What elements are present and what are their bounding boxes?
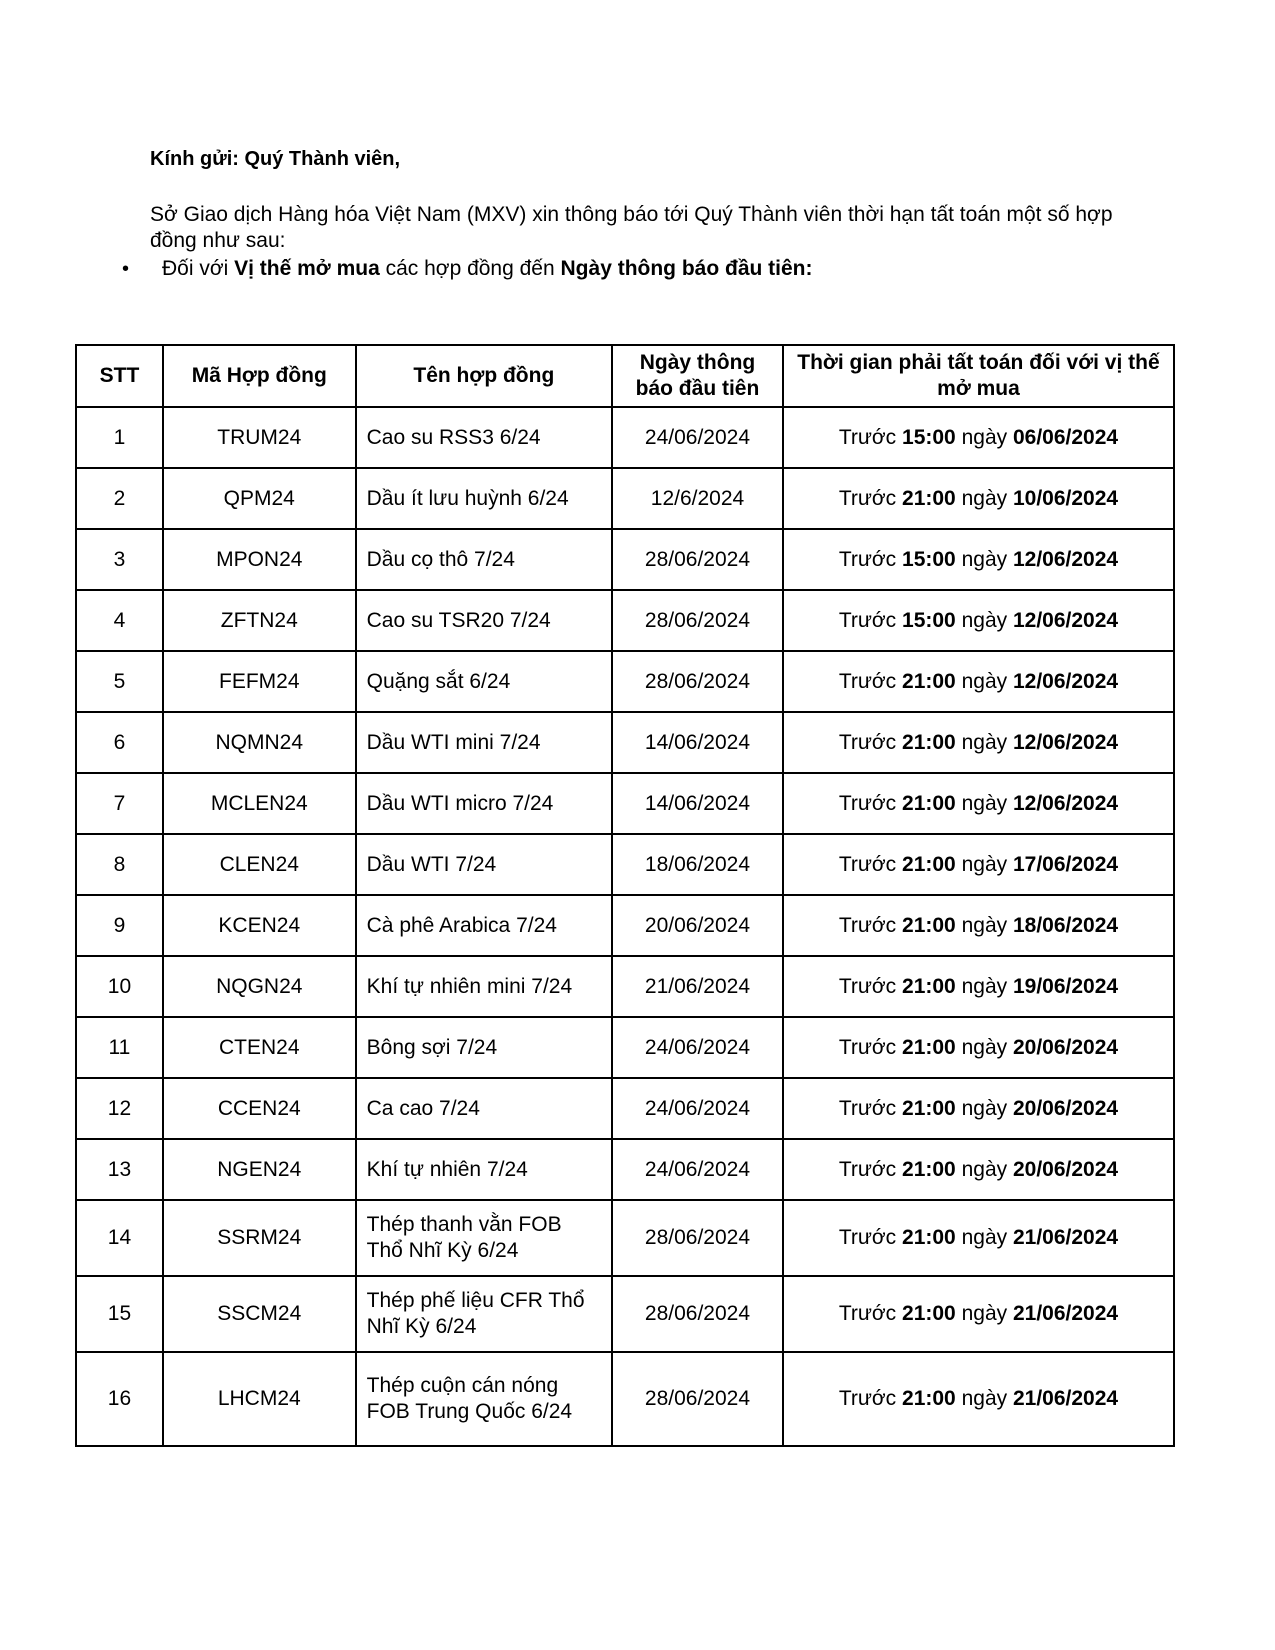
deadline-day-word: ngày [961, 1035, 1008, 1059]
deadline-before-word: Trước [838, 547, 897, 571]
intro-paragraph: Sở Giao dịch Hàng hóa Việt Nam (MXV) xin thông báo tới Quý Thành viên thời hạn tất toán một số hợp đồng như sau: [150, 203, 1113, 252]
deadline-day-word: ngày [961, 1302, 1008, 1325]
table-row [76, 590, 1174, 651]
cell-name: Ca cao 7/24 [356, 1078, 612, 1139]
cell-deadline [783, 1276, 1174, 1352]
table-row [76, 1276, 1174, 1352]
deadline-before-word: Trước [838, 852, 897, 876]
deadline-before-word: Trước [838, 1096, 897, 1120]
cell-stt: 13 [76, 1139, 163, 1200]
table-row [76, 956, 1174, 1017]
table-body [76, 407, 1174, 1446]
deadline-date: 12/06/2024 [1012, 608, 1119, 632]
deadline-day-word: ngày [961, 1387, 1008, 1410]
deadline-date: 21/06/2024 [1012, 1387, 1119, 1410]
deadline-before-word: Trước [838, 608, 897, 632]
cell-name: Thép cuộn cán nóng FOB Trung Quốc 6/24 [356, 1352, 612, 1446]
deadline-day-word: ngày [961, 730, 1008, 754]
cell-name: Thép phế liệu CFR Thổ Nhĩ Kỳ 6/24 [356, 1276, 612, 1352]
deadline-time: 21:00 [902, 974, 956, 998]
cell-first-notice-day: 18/06/2024 [612, 834, 783, 895]
table-header-row [76, 345, 1174, 407]
deadline-before-word: Trước [838, 974, 897, 998]
cell-first-notice-day: 24/06/2024 [612, 407, 783, 468]
deadline-before-word: Trước [838, 1035, 897, 1059]
cell-code: TRUM24 [163, 407, 356, 468]
cell-name: Cao su RSS3 6/24 [356, 407, 612, 468]
table-row [76, 712, 1174, 773]
cell-deadline [783, 529, 1174, 590]
cell-deadline [783, 773, 1174, 834]
cell-deadline [783, 895, 1174, 956]
cell-code: SSCM24 [163, 1276, 356, 1352]
deadline-day-word: ngày [961, 547, 1008, 571]
bullet-bold-1: Vị thế mở mua [234, 257, 380, 280]
deadline-time: 21:00 [902, 1387, 956, 1410]
cell-code: NQMN24 [163, 712, 356, 773]
cell-stt: 3 [76, 529, 163, 590]
deadline-day-word: ngày [961, 608, 1008, 632]
cell-first-notice-day: 28/06/2024 [612, 651, 783, 712]
cell-first-notice-day: 28/06/2024 [612, 1200, 783, 1276]
cell-stt: 7 [76, 773, 163, 834]
cell-first-notice-day: 24/06/2024 [612, 1017, 783, 1078]
deadline-time: 21:00 [902, 730, 956, 754]
cell-name: Dầu WTI mini 7/24 [356, 712, 612, 773]
bullet-bold-2: Ngày thông báo đầu tiên: [560, 257, 813, 280]
cell-stt: 14 [76, 1200, 163, 1276]
table-row [76, 1200, 1174, 1276]
deadline-time: 15:00 [902, 547, 956, 571]
deadline-day-word: ngày [961, 791, 1008, 815]
cell-first-notice-day: 12/6/2024 [612, 468, 783, 529]
deadline-before-word: Trước [838, 1387, 897, 1410]
cell-first-notice-day: 21/06/2024 [612, 956, 783, 1017]
cell-code: CTEN24 [163, 1017, 356, 1078]
cell-first-notice-day: 14/06/2024 [612, 773, 783, 834]
cell-deadline [783, 712, 1174, 773]
cell-code: LHCM24 [163, 1352, 356, 1446]
header-code: Mã Hợp đồng [163, 345, 356, 407]
deadline-before-word: Trước [838, 1226, 897, 1249]
deadline-time: 21:00 [902, 669, 956, 693]
deadline-day-word: ngày [961, 669, 1008, 693]
cell-first-notice-day: 28/06/2024 [612, 1276, 783, 1352]
cell-name: Dầu cọ thô 7/24 [356, 529, 612, 590]
deadline-date: 19/06/2024 [1012, 974, 1119, 998]
deadline-before-word: Trước [838, 791, 897, 815]
cell-code: CLEN24 [163, 834, 356, 895]
table-row [76, 895, 1174, 956]
deadline-day-word: ngày [961, 425, 1008, 449]
cell-name: Khí tự nhiên mini 7/24 [356, 956, 612, 1017]
deadline-before-word: Trước [838, 730, 897, 754]
deadline-date: 12/06/2024 [1012, 791, 1119, 815]
deadline-time: 21:00 [902, 1157, 956, 1181]
cell-stt: 11 [76, 1017, 163, 1078]
table-row [76, 1352, 1174, 1446]
deadline-time: 21:00 [902, 1035, 956, 1059]
table-row [76, 1017, 1174, 1078]
cell-name: Khí tự nhiên 7/24 [356, 1139, 612, 1200]
deadline-time: 21:00 [902, 1302, 956, 1325]
cell-code: SSRM24 [163, 1200, 356, 1276]
cell-code: ZFTN24 [163, 590, 356, 651]
cell-stt: 5 [76, 651, 163, 712]
cell-name: Cà phê Arabica 7/24 [356, 895, 612, 956]
cell-code: QPM24 [163, 468, 356, 529]
table-row [76, 651, 1174, 712]
header-stt: STT [76, 345, 163, 407]
table-row [76, 1139, 1174, 1200]
greeting: Kính gửi: Quý Thành viên, [150, 148, 401, 170]
cell-code: FEFM24 [163, 651, 356, 712]
cell-name: Bông sợi 7/24 [356, 1017, 612, 1078]
deadline-before-word: Trước [838, 1157, 897, 1181]
deadline-before-word: Trước [838, 486, 897, 510]
cell-stt: 8 [76, 834, 163, 895]
deadline-date: 12/06/2024 [1012, 547, 1119, 571]
cell-deadline [783, 1139, 1174, 1200]
table-row [76, 529, 1174, 590]
cell-first-notice-day: 28/06/2024 [612, 1352, 783, 1446]
deadline-date: 12/06/2024 [1012, 730, 1119, 754]
cell-name: Dầu WTI 7/24 [356, 834, 612, 895]
cell-name: Quặng sắt 6/24 [356, 651, 612, 712]
cell-deadline [783, 1017, 1174, 1078]
cell-stt: 4 [76, 590, 163, 651]
table-row [76, 1078, 1174, 1139]
deadline-time: 21:00 [902, 791, 956, 815]
cell-deadline [783, 1352, 1174, 1446]
deadline-date: 20/06/2024 [1012, 1157, 1119, 1181]
cell-first-notice-day: 24/06/2024 [612, 1139, 783, 1200]
cell-first-notice-day: 24/06/2024 [612, 1078, 783, 1139]
cell-code: CCEN24 [163, 1078, 356, 1139]
cell-stt: 9 [76, 895, 163, 956]
deadline-day-word: ngày [961, 913, 1008, 937]
cell-deadline [783, 1200, 1174, 1276]
cell-first-notice-day: 28/06/2024 [612, 590, 783, 651]
cell-name: Dầu ít lưu huỳnh 6/24 [356, 468, 612, 529]
cell-name: Thép thanh vằn FOB Thổ Nhĩ Kỳ 6/24 [356, 1200, 612, 1276]
cell-deadline [783, 651, 1174, 712]
cell-deadline [783, 590, 1174, 651]
header-first-notice-day: Ngày thông báo đầu tiên [612, 345, 783, 407]
cell-stt: 2 [76, 468, 163, 529]
deadline-date: 20/06/2024 [1012, 1096, 1119, 1120]
cell-first-notice-day: 20/06/2024 [612, 895, 783, 956]
header-deadline: Thời gian phải tất toán đối với vị thế mở mua [783, 345, 1174, 407]
cell-stt: 16 [76, 1352, 163, 1446]
cell-stt: 10 [76, 956, 163, 1017]
deadline-table [75, 344, 1175, 1447]
deadline-day-word: ngày [961, 1157, 1008, 1181]
cell-code: MPON24 [163, 529, 356, 590]
deadline-date: 06/06/2024 [1012, 425, 1119, 449]
deadline-date: 10/06/2024 [1012, 486, 1119, 510]
deadline-before-word: Trước [838, 425, 897, 449]
deadline-day-word: ngày [961, 1226, 1008, 1249]
deadline-before-word: Trước [838, 913, 897, 937]
deadline-before-word: Trước [838, 669, 897, 693]
deadline-time: 21:00 [902, 1096, 956, 1120]
cell-stt: 12 [76, 1078, 163, 1139]
deadline-time: 15:00 [902, 425, 956, 449]
deadline-time: 21:00 [902, 1226, 956, 1249]
deadline-day-word: ngày [961, 852, 1008, 876]
table-row [76, 468, 1174, 529]
cell-deadline [783, 956, 1174, 1017]
deadline-time: 21:00 [902, 913, 956, 937]
deadline-date: 21/06/2024 [1012, 1302, 1119, 1325]
bullet-text-2: các hợp đồng đến [379, 257, 561, 280]
deadline-time: 21:00 [902, 852, 956, 876]
table-row [76, 407, 1174, 468]
cell-first-notice-day: 28/06/2024 [612, 529, 783, 590]
bullet-text-1: Đối với [162, 257, 235, 280]
cell-deadline [783, 407, 1174, 468]
deadline-date: 17/06/2024 [1012, 852, 1119, 876]
deadline-date: 21/06/2024 [1012, 1226, 1119, 1249]
deadline-date: 18/06/2024 [1012, 913, 1119, 937]
cell-name: Dầu WTI micro 7/24 [356, 773, 612, 834]
table-row [76, 834, 1174, 895]
deadline-date: 12/06/2024 [1012, 669, 1119, 693]
table-row [76, 773, 1174, 834]
cell-code: NGEN24 [163, 1139, 356, 1200]
deadline-time: 21:00 [902, 486, 956, 510]
cell-name: Cao su TSR20 7/24 [356, 590, 612, 651]
cell-code: NQGN24 [163, 956, 356, 1017]
deadline-time: 15:00 [902, 608, 956, 632]
deadline-day-word: ngày [961, 1096, 1008, 1120]
bullet-line [122, 256, 813, 282]
cell-deadline [783, 834, 1174, 895]
bullet-symbol: • [122, 258, 130, 280]
header-name: Tên hợp đồng [356, 345, 612, 407]
deadline-date: 20/06/2024 [1012, 1035, 1119, 1059]
cell-deadline [783, 1078, 1174, 1139]
cell-first-notice-day: 14/06/2024 [612, 712, 783, 773]
deadline-before-word: Trước [838, 1302, 897, 1325]
cell-code: MCLEN24 [163, 773, 356, 834]
cell-deadline [783, 468, 1174, 529]
deadline-day-word: ngày [961, 486, 1008, 510]
cell-stt: 6 [76, 712, 163, 773]
deadline-day-word: ngày [961, 974, 1008, 998]
cell-stt: 1 [76, 407, 163, 468]
cell-stt: 15 [76, 1276, 163, 1352]
cell-code: KCEN24 [163, 895, 356, 956]
